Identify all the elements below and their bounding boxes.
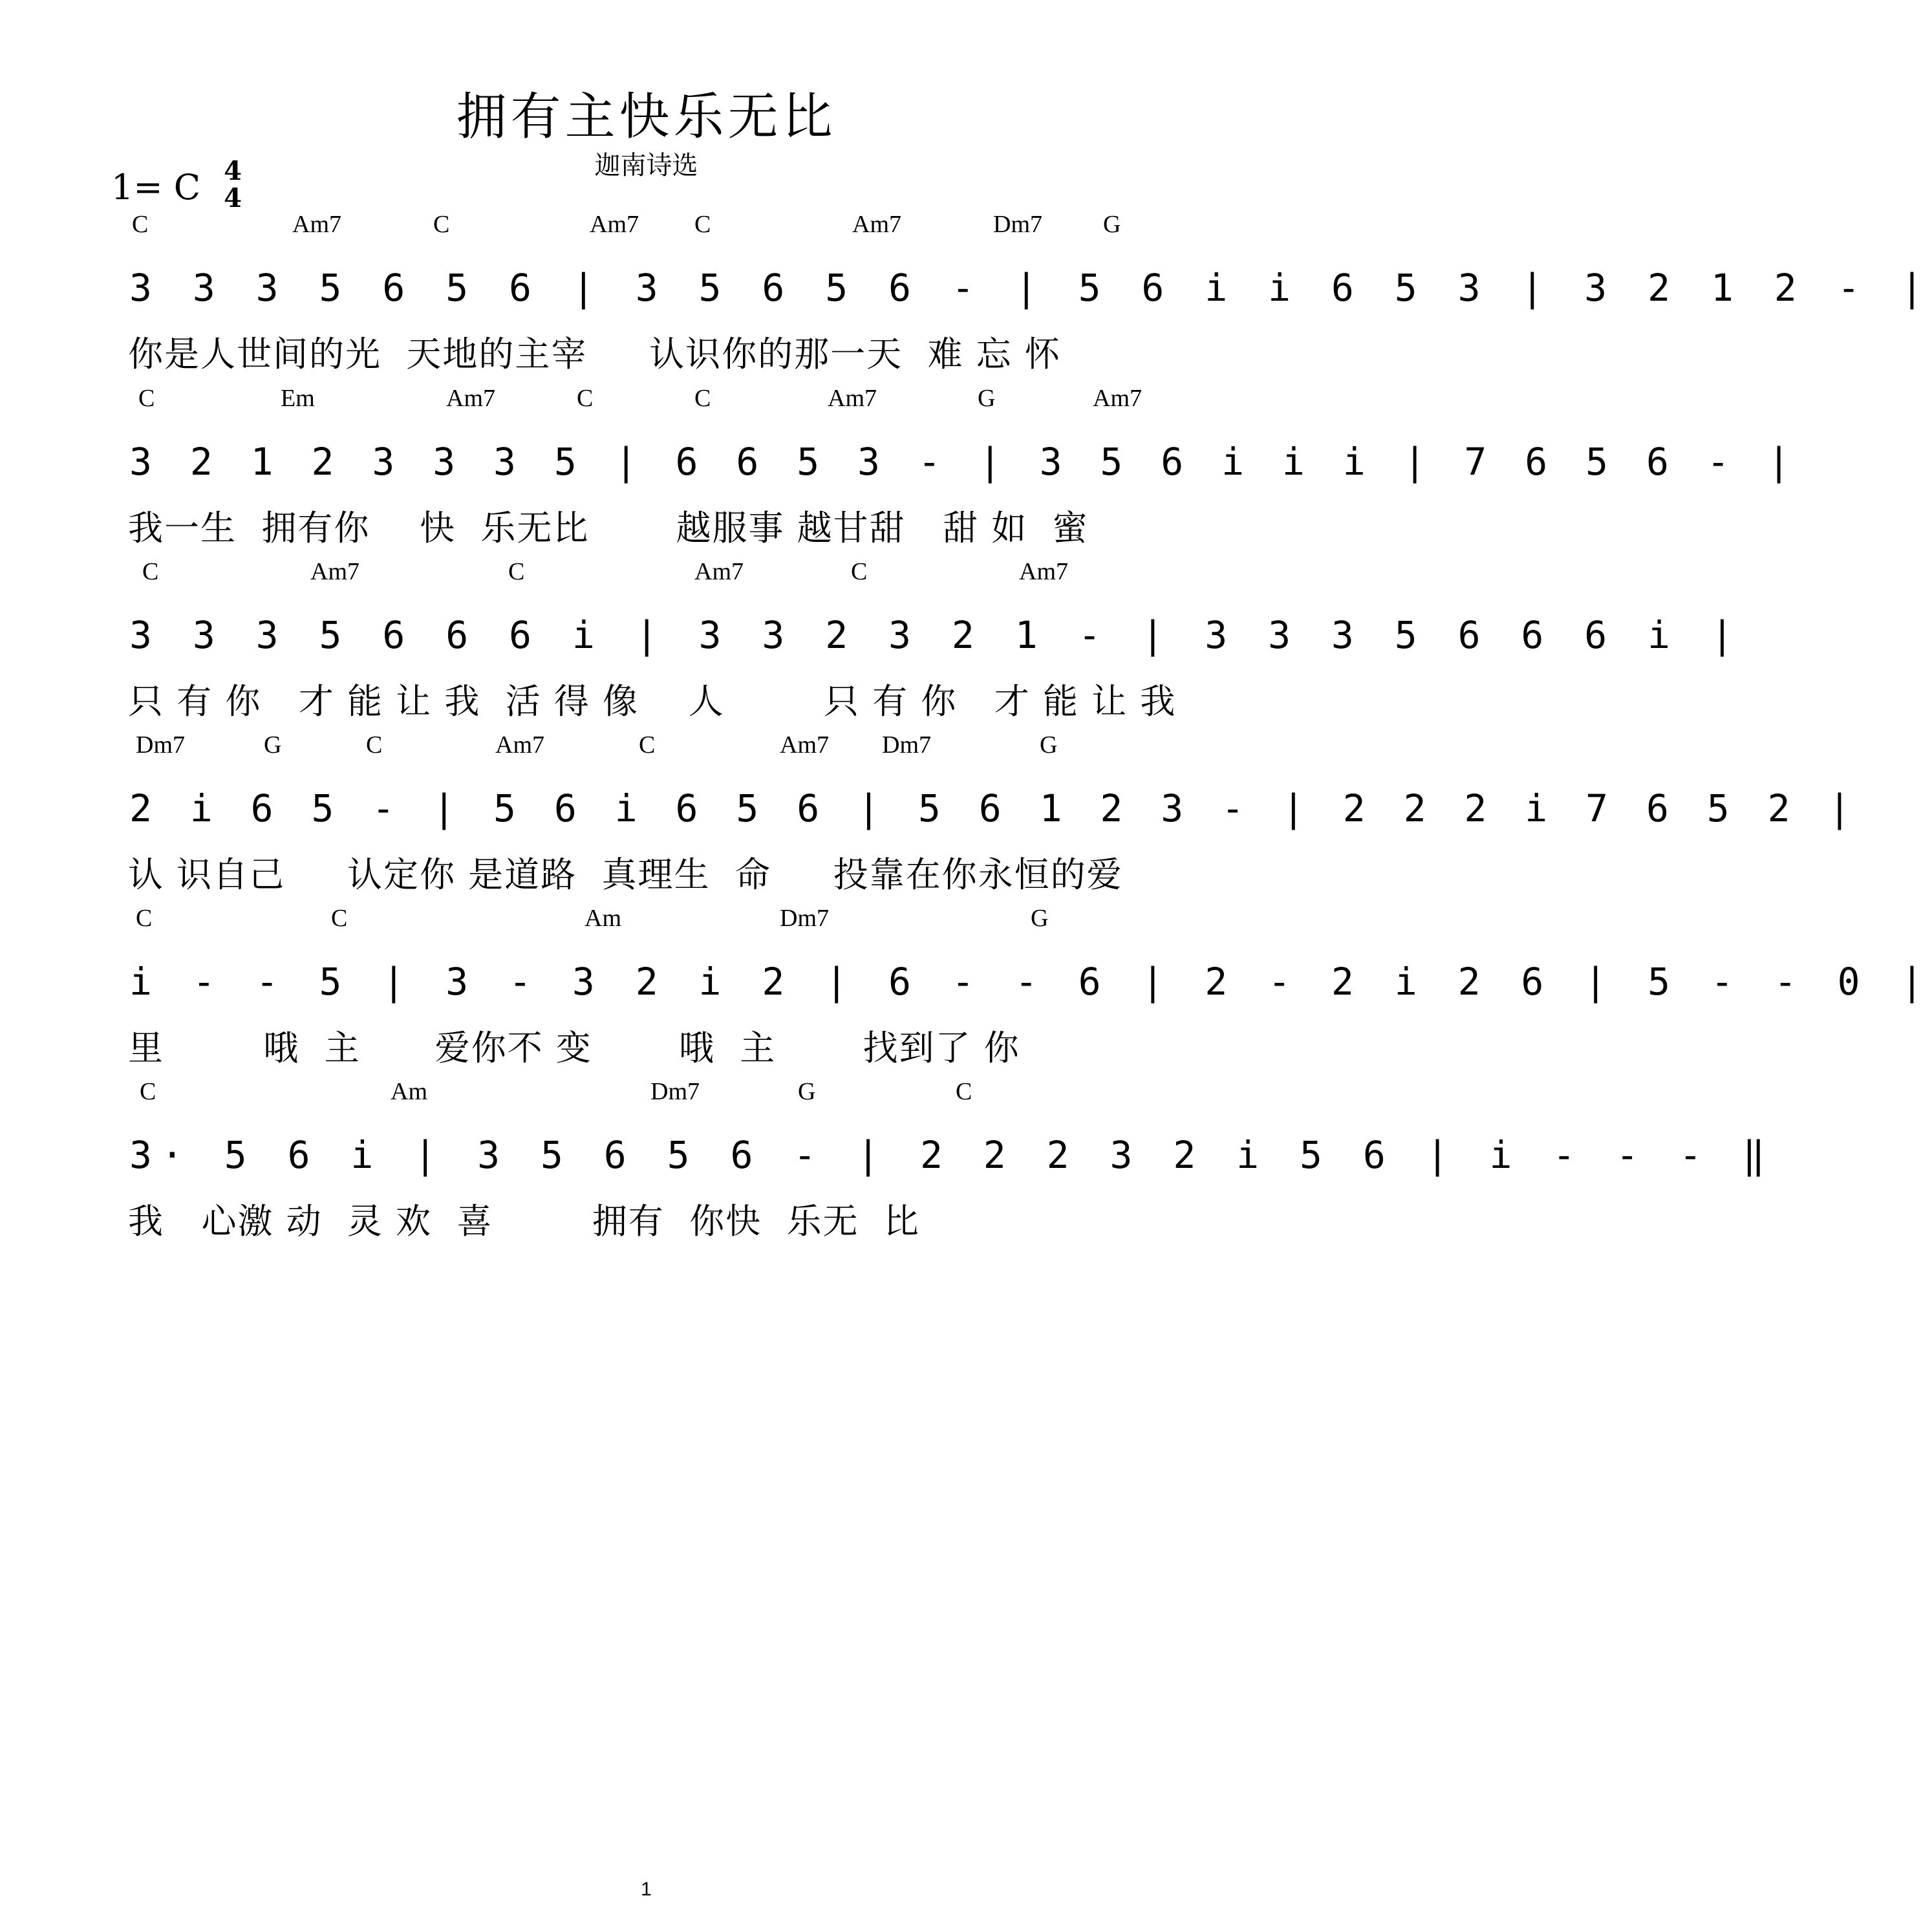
chord-symbol: Am7 xyxy=(828,385,877,412)
chord-symbol: Dm7 xyxy=(882,731,931,759)
chord-symbol: Am7 xyxy=(780,731,829,759)
chord-symbol: C xyxy=(851,558,868,585)
chord-symbol: Am xyxy=(585,905,621,932)
chord-symbol: C xyxy=(508,558,525,585)
score-system-6 xyxy=(0,1077,1774,1252)
chord-symbol: C xyxy=(694,211,711,238)
notation-line: i - - 5 | 3 - 3 2 i 2 | 6 - - 6 | 2 - 2 i 2 6 | 5 - - 0 | xyxy=(129,960,1932,1004)
chord-symbol: Am7 xyxy=(1019,558,1068,585)
lyrics-line: 里 哦 主 爱你不 变 哦 主 找到了 你 xyxy=(128,1028,1020,1068)
score-system-1 xyxy=(0,210,1932,385)
chord-symbol: Em xyxy=(281,385,315,412)
time-signature-top: 4 xyxy=(224,156,242,186)
notation-line: 3· 5 6 i | 3 5 6 5 6 - | 2 2 2 3 2 i 5 6 | i - - - ‖ xyxy=(129,1133,1774,1177)
chord-symbol: C xyxy=(639,731,656,759)
chord-symbol: C xyxy=(694,385,711,412)
chord-symbol: Am7 xyxy=(590,211,639,238)
lyrics-line: 我一生 拥有你 快 乐无比 越服事 越甘甜 甜 如 蜜 xyxy=(128,508,1089,548)
notation-line: 3 3 3 5 6 6 6 i | 3 3 2 3 2 1 - | 3 3 3 5 6 6 6 i | xyxy=(129,613,1743,657)
song-title: 拥有主快乐无比 xyxy=(456,88,837,146)
lyrics-line: 只 有 你 才 能 让 我 活 得 像 人 只 有 你 才 能 让 我 xyxy=(128,681,1177,722)
chord-symbol: C xyxy=(577,385,594,412)
notation-line: 3 2 1 2 3 3 3 5 | 6 6 5 3 - | 3 5 6 i i i | 7 6 5 6 - | xyxy=(129,440,1798,484)
chord-symbol: G xyxy=(1103,211,1121,238)
chord-symbol: G xyxy=(1031,905,1049,932)
time-signature-bottom: 4 xyxy=(224,183,242,213)
chord-symbol: C xyxy=(142,558,159,585)
chord-symbol: Am7 xyxy=(310,558,360,585)
chord-symbol: Am7 xyxy=(852,211,901,238)
chord-symbol: Dm7 xyxy=(993,211,1042,238)
chord-symbol: C xyxy=(136,905,153,932)
chord-symbol: C xyxy=(331,905,348,932)
chord-symbol: C xyxy=(433,211,450,238)
score-system-2 xyxy=(0,384,1798,559)
chord-symbol: Am7 xyxy=(495,731,544,759)
chord-symbol: Am xyxy=(391,1078,427,1105)
chord-symbol: Am7 xyxy=(446,385,495,412)
chord-symbol: G xyxy=(798,1078,816,1105)
chord-symbol: G xyxy=(1040,731,1058,759)
chord-symbol: C xyxy=(138,385,155,412)
song-subtitle: 迦南诗选 xyxy=(594,151,698,180)
lyrics-line: 认 识自己 认定你 是道路 真理生 命 投靠在你永恒的爱 xyxy=(128,854,1123,895)
page-number: 1 xyxy=(641,1879,652,1900)
chord-symbol: Dm7 xyxy=(780,905,829,932)
chord-symbol: Am7 xyxy=(694,558,744,585)
chord-symbol: C xyxy=(956,1078,972,1105)
lyrics-line: 你是人世间的光 天地的主宰 认识你的那一天 难 忘 怀 xyxy=(128,334,1061,374)
chord-symbol: Dm7 xyxy=(650,1078,700,1105)
chord-symbol: G xyxy=(978,385,996,412)
key-signature: 1= C xyxy=(111,167,201,208)
chord-symbol: C xyxy=(140,1078,156,1105)
notation-line: 3 3 3 5 6 5 6 | 3 5 6 5 6 - | 5 6 i i 6 5 3 | 3 2 1 2 - | xyxy=(129,266,1932,310)
lyrics-line: 我 心激 动 灵 欢 喜 拥有 你快 乐无 比 xyxy=(128,1201,920,1242)
chord-symbol: G xyxy=(264,731,282,759)
chord-symbol: Dm7 xyxy=(136,731,185,759)
time-signature xyxy=(219,158,247,212)
chord-symbol: Am7 xyxy=(292,211,341,238)
score-system-4 xyxy=(0,731,1859,905)
score-system-3 xyxy=(0,557,1743,732)
chord-symbol: Am7 xyxy=(1093,385,1142,412)
chord-symbol: C xyxy=(366,731,383,759)
chord-symbol: C xyxy=(132,211,149,238)
score-system-5 xyxy=(0,904,1932,1079)
notation-line: 2 i 6 5 - | 5 6 i 6 5 6 | 5 6 1 2 3 - | 2 2 2 i 7 6 5 2 | xyxy=(129,786,1859,830)
